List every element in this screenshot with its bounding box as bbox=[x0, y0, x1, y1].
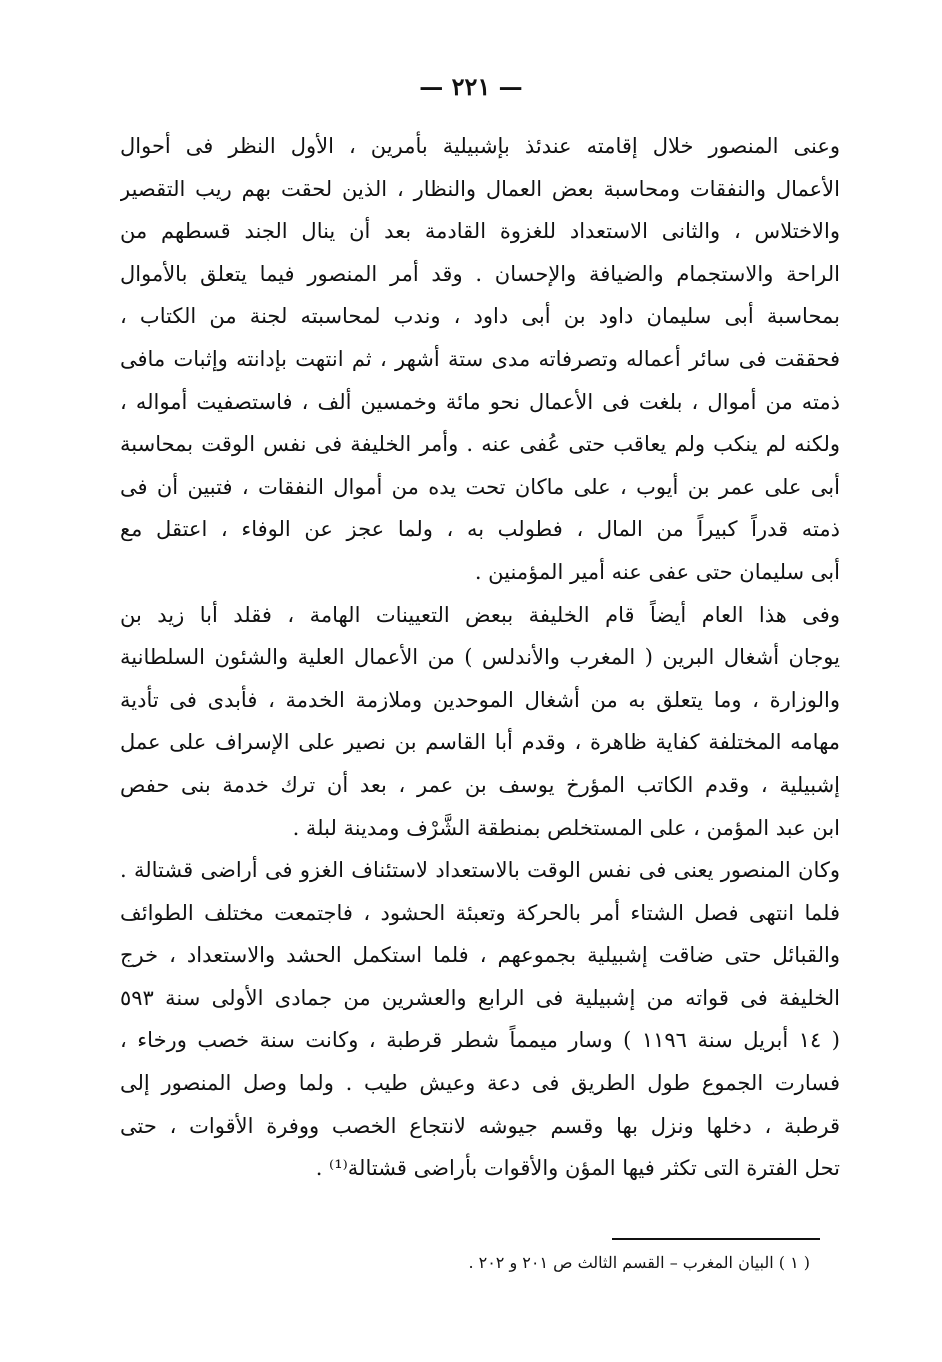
text-line: ابن عبد المؤمن ، على المستخلص بمنطقة الشَّرْف ومدينة لبلة . bbox=[292, 815, 840, 840]
text-line: إشبيلية ، وقدم الكاتب المؤرخ يوسف بن عمر ، بعد أن ترك خدمة بنى حفص bbox=[120, 772, 840, 797]
text-line: وكان المنصور يعنى فى نفس الوقت بالاستعداد لاستئناف الغزو فى أراضى قشتالة . bbox=[120, 858, 840, 883]
text-line: أبى سليمان حتى عفى عنه أمير المؤمنين . bbox=[474, 559, 840, 584]
footnote: ( ١ ) البيان المغرب – القسم الثالث ص ٢٠١ و ٢٠٢ . bbox=[468, 1253, 810, 1272]
text-line: فسارت الجموع طول الطريق فى دعة وعيش طيب . ولما وصل المنصور إلى bbox=[120, 1071, 840, 1096]
text-line: والاختلاس ، والثانى الاستعداد للغزوة القادمة بعد أن ينال الجند قسطهم من bbox=[120, 219, 840, 244]
text-line: مهامه المختلفة كفاية ظاهرة ، وقدم أبا القاسم بن نصير على الإسراف على عمل bbox=[120, 730, 840, 755]
text-line: وعنى المنصور خلال إقامته عندئذ بإشبيلية بأمرين ، الأول النظر فى أحوال bbox=[120, 134, 840, 158]
text-line: فحققت فى سائر أعماله وتصرفاته مدى ستة أشهر ، ثم انتهت بإدانته وإثبات مافى bbox=[120, 346, 840, 371]
text-line: الخليفة فى قواته من إشبيلية فى الرابع والعشرين من جمادى الأولى سنة ٥٩٣ bbox=[120, 985, 840, 1010]
text-line: فلما انتهى فصل الشتاء أمر بالحركة وتعبئة الحشود ، فاجتمعت مختلف الطوائف bbox=[120, 900, 840, 925]
text-line: تحل الفترة التى تكثر فيها المؤن والأقوات بأراضى قشتالة⁽¹⁾ . bbox=[315, 1156, 840, 1181]
footnote-divider bbox=[612, 1238, 820, 1240]
text-line: يوجان أشغال البرين ( المغرب والأندلس ) من الأعمال العلية والشئون السلطانية bbox=[120, 645, 840, 670]
text-line: بمحاسبة أبى سليمان داود بن أبى داود ، وندب لمحاسبته لجنة من الكتاب ، bbox=[120, 304, 840, 329]
text-line: ذمته قدراً كبيراً من المال ، فطولب به ، ولما عجز عن الوفاء ، اعتقل مع bbox=[120, 517, 840, 542]
text-line: والوزارة ، وما يتعلق به من أشغال الموحدين وملازمة الخدمة ، فأبدى فى تأدية bbox=[120, 687, 840, 712]
text-line: ( ١٤ أبريل سنة ١١٩٦ ) وسار ميمماً شطر قرطبة ، وكانت سنة خصب ورخاء ، bbox=[120, 1028, 840, 1053]
paragraph bbox=[120, 594, 840, 850]
text-line: والقبائل حتى ضاقت إشبيلية بجموعهم ، فلما استكمل الحشد والاستعداد ، خرج bbox=[120, 943, 840, 968]
paragraph bbox=[120, 849, 840, 1190]
text-line: قرطبة ، دخلها ونزل بها وقسم جيوشه لانتجاع الخصب ووفرة الأقوات ، حتى bbox=[120, 1113, 840, 1138]
page-number: — ٢٢١ — bbox=[419, 72, 523, 101]
text-line: ذمته من أموال ، بلغت فى الأعمال نحو مائة وخمسين ألف ، فاستصفيت أمواله ، bbox=[120, 389, 840, 414]
body-text bbox=[120, 125, 840, 1190]
text-line: ولكنه لم ينكب ولم يعاقب حتى عُفى عنه . وأمر الخليفة فى نفس الوقت بمحاسبة bbox=[120, 432, 840, 457]
text-line: الأعمال والنفقات ومحاسبة بعض العمال والنظار ، الذين لحقت بهم ريب التقصير bbox=[120, 176, 840, 201]
text-line: الراحة والاستجمام والضيافة والإحسان . وقد أمر المنصور فيما يتعلق بالأموال bbox=[120, 261, 840, 286]
text-line: وفى هذا العام أيضاً قام الخليفة ببعض التعيينات الهامة ، فقلد أبا زيد بن bbox=[120, 602, 840, 627]
text-line: أبى على عمر بن أيوب ، على ماكان تحت يده من أموال النفقات ، فتبين أن فى bbox=[120, 474, 840, 499]
paragraph bbox=[120, 125, 840, 594]
